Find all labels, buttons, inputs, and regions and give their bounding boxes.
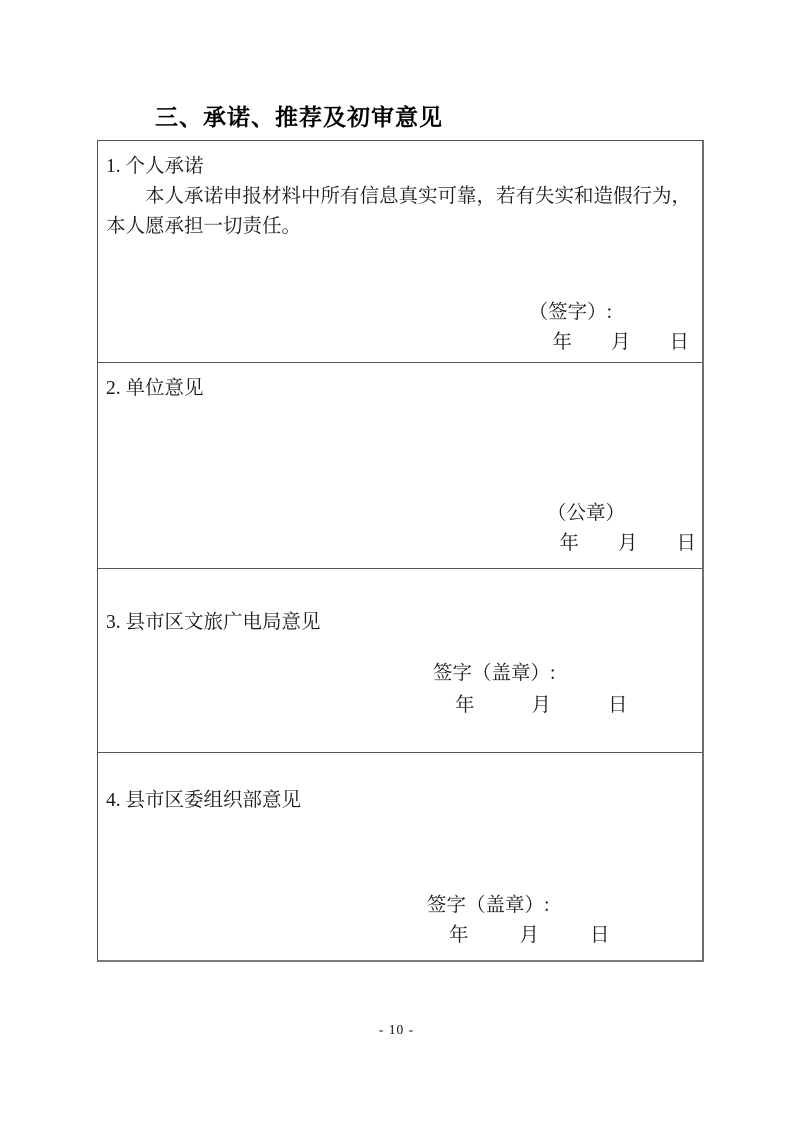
commitment-statement-line-2: 本人愿承担一切责任。 bbox=[106, 216, 302, 237]
section-label-unit-opinion: 2. 单位意见 bbox=[106, 378, 204, 399]
date-line: 年 月 日 bbox=[552, 332, 689, 353]
section-personal-commitment bbox=[98, 141, 702, 362]
date-line: 年 月 日 bbox=[455, 695, 634, 716]
commitment-statement bbox=[106, 182, 696, 242]
section-label-organization-dept: 4. 县市区委组织部意见 bbox=[106, 790, 302, 811]
section-unit-opinion bbox=[98, 362, 702, 568]
opinion-table bbox=[97, 140, 704, 962]
page-number: - 10 - bbox=[378, 1022, 415, 1037]
section-culture-tourism-bureau-opinion bbox=[98, 568, 702, 752]
section-organization-dept-opinion bbox=[98, 752, 702, 960]
date-line: 年 月 日 bbox=[449, 925, 614, 946]
signature-seal-label: 签字（盖章）: bbox=[427, 895, 550, 916]
date-line: 年 月 日 bbox=[559, 533, 696, 554]
commitment-statement-line-1: 本人承诺申报材料中所有信息真实可靠，若有失实和造假行为， bbox=[145, 186, 692, 207]
official-seal-label: （公章） bbox=[546, 503, 625, 524]
signature-seal-label: 签字（盖章）: bbox=[433, 663, 556, 684]
page-title: 三、承诺、推荐及初审意见 bbox=[155, 104, 443, 130]
section-label-personal-commitment: 1. 个人承诺 bbox=[106, 156, 204, 177]
signature-label: （签字）: bbox=[528, 302, 612, 323]
section-label-culture-tourism-bureau: 3. 县市区文旅广电局意见 bbox=[106, 612, 321, 633]
